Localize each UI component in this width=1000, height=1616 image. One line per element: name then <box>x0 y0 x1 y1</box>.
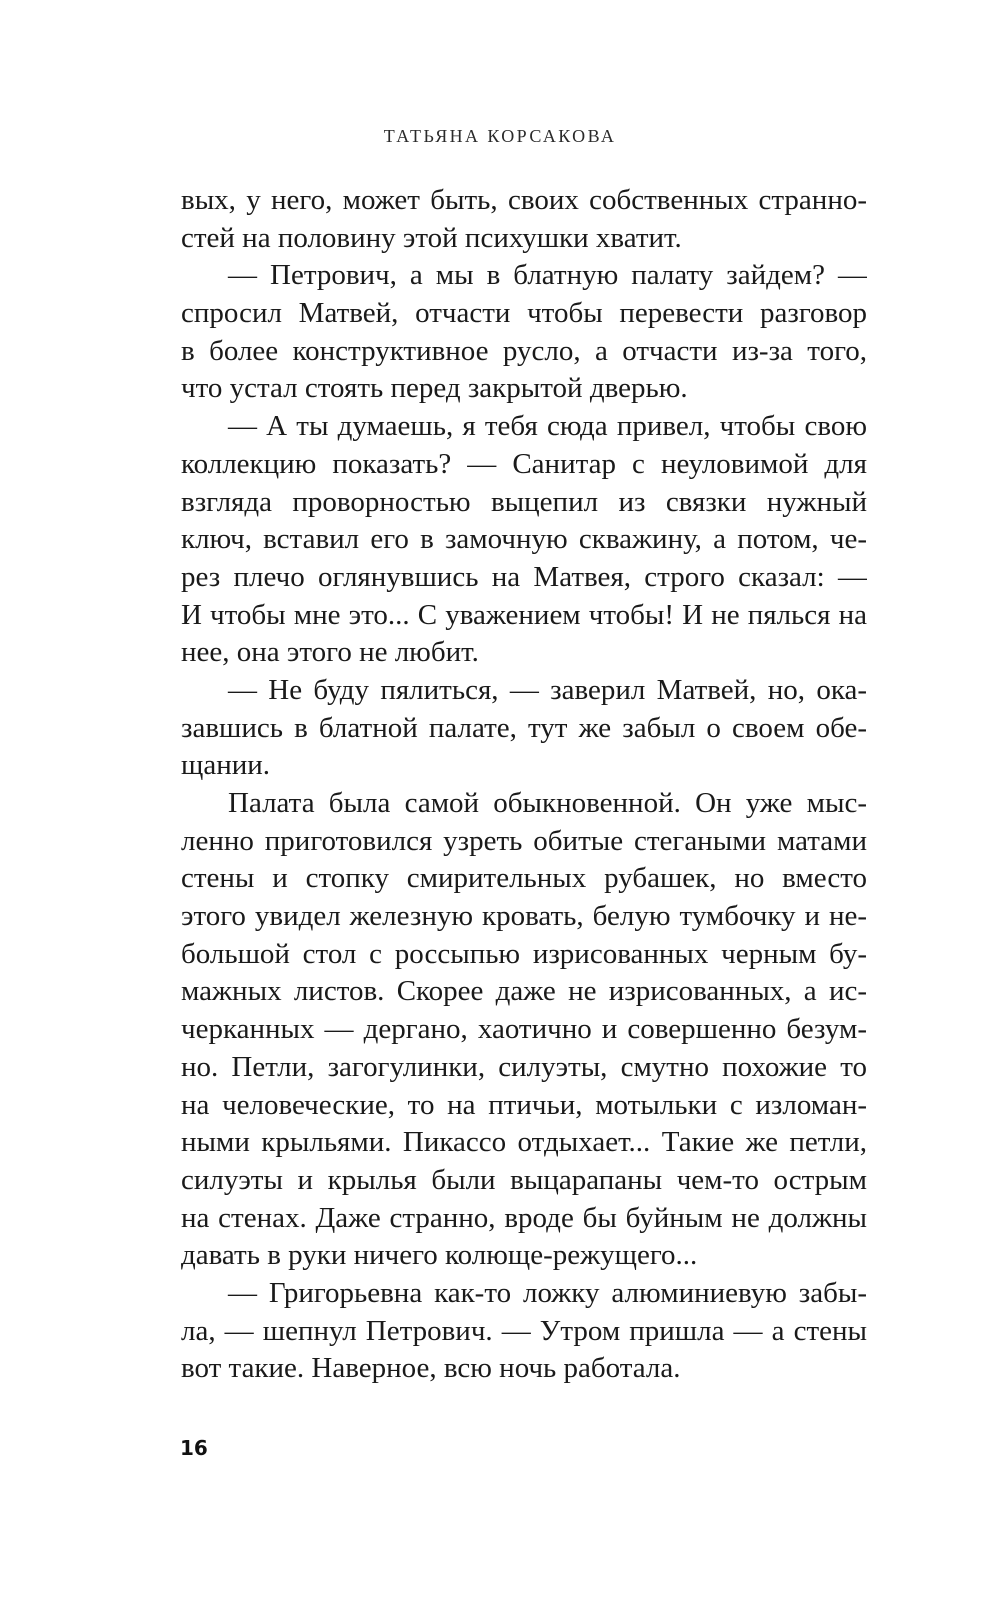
text-line: Палата была самой обыкновенной. Он уже мыс- <box>228 787 867 819</box>
text-line: — Петрович, а мы в блатную палату зайдем? — <box>228 259 867 292</box>
text-line: на человеческие, то на птичьи, мотыльки с изломан- <box>181 1088 867 1121</box>
text-line: давать в руки ничего колюще-режущего... <box>181 1239 698 1272</box>
body-text <box>181 182 867 1388</box>
text-line: силуэты и крылья были выцарапаны чем-то острым <box>181 1163 867 1196</box>
text-line: И чтобы мне это... С уважением чтобы! И не пялься на <box>181 598 867 631</box>
text-line: взгляда проворностью выцепил из связки нужный <box>181 485 867 518</box>
text-line: ла, — шепнул Петрович. — Утром пришла — а стены <box>181 1314 867 1347</box>
text-line: на стенах. Даже странно, вроде бы буйным не должны <box>181 1201 867 1234</box>
text-line: вот такие. Наверное, всю ночь работала. <box>181 1352 681 1385</box>
text-line: ленно приготовился узреть обитые стегаными матами <box>181 824 867 857</box>
running-head: ТАТЬЯНА КОРСАКОВА <box>383 126 617 146</box>
text-line: большой стол с россыпью изрисованных черным бу- <box>181 937 867 970</box>
page-number: 16 <box>180 1436 208 1460</box>
text-line: в более конструктивное русло, а отчасти из-за того, <box>181 334 867 367</box>
text-line: щании. <box>181 749 271 782</box>
text-line: спросил Матвей, отчасти чтобы перевести разговор <box>181 297 867 330</box>
text-line: что устал стоять перед закрытой дверью. <box>181 372 688 405</box>
text-line: ными крыльями. Пикассо отдыхает... Такие же петли, <box>181 1126 867 1159</box>
text-line: коллекцию показать? — Санитар с неуловимой для <box>181 447 867 480</box>
text-line: вых, у него, может быть, своих собственных странно- <box>181 184 867 216</box>
text-line: мажных листов. Скорее даже не изрисованных, а ис- <box>181 975 867 1008</box>
text-line: — Не буду пялиться, — заверил Матвей, но, ока- <box>228 673 867 706</box>
text-line: — Григорьевна как-то ложку алюминиевую забы- <box>228 1276 867 1309</box>
text-line: завшись в блатной палате, тут же забыл о своем обе- <box>181 711 867 744</box>
text-line: стей на половину этой психушки хватит. <box>181 221 682 254</box>
text-line: — А ты думаешь, я тебя сюда привел, чтобы свою <box>228 410 867 443</box>
text-line: этого увидел железную кровать, белую тумбочку и не- <box>181 900 867 933</box>
text-line: черканных — дергано, хаотично и совершенно безум- <box>181 1013 867 1046</box>
text-line: но. Петли, загогулинки, силуэты, смутно похожие то <box>181 1050 867 1083</box>
text-line: нее, она этого не любит. <box>181 636 479 669</box>
text-line: ключ, вставил его в замочную скважину, а потом, че- <box>181 523 867 556</box>
text-line: рез плечо оглянувшись на Матвея, строго сказал: — <box>181 560 867 593</box>
text-line: стены и стопку смирительных рубашек, но вместо <box>181 862 867 895</box>
